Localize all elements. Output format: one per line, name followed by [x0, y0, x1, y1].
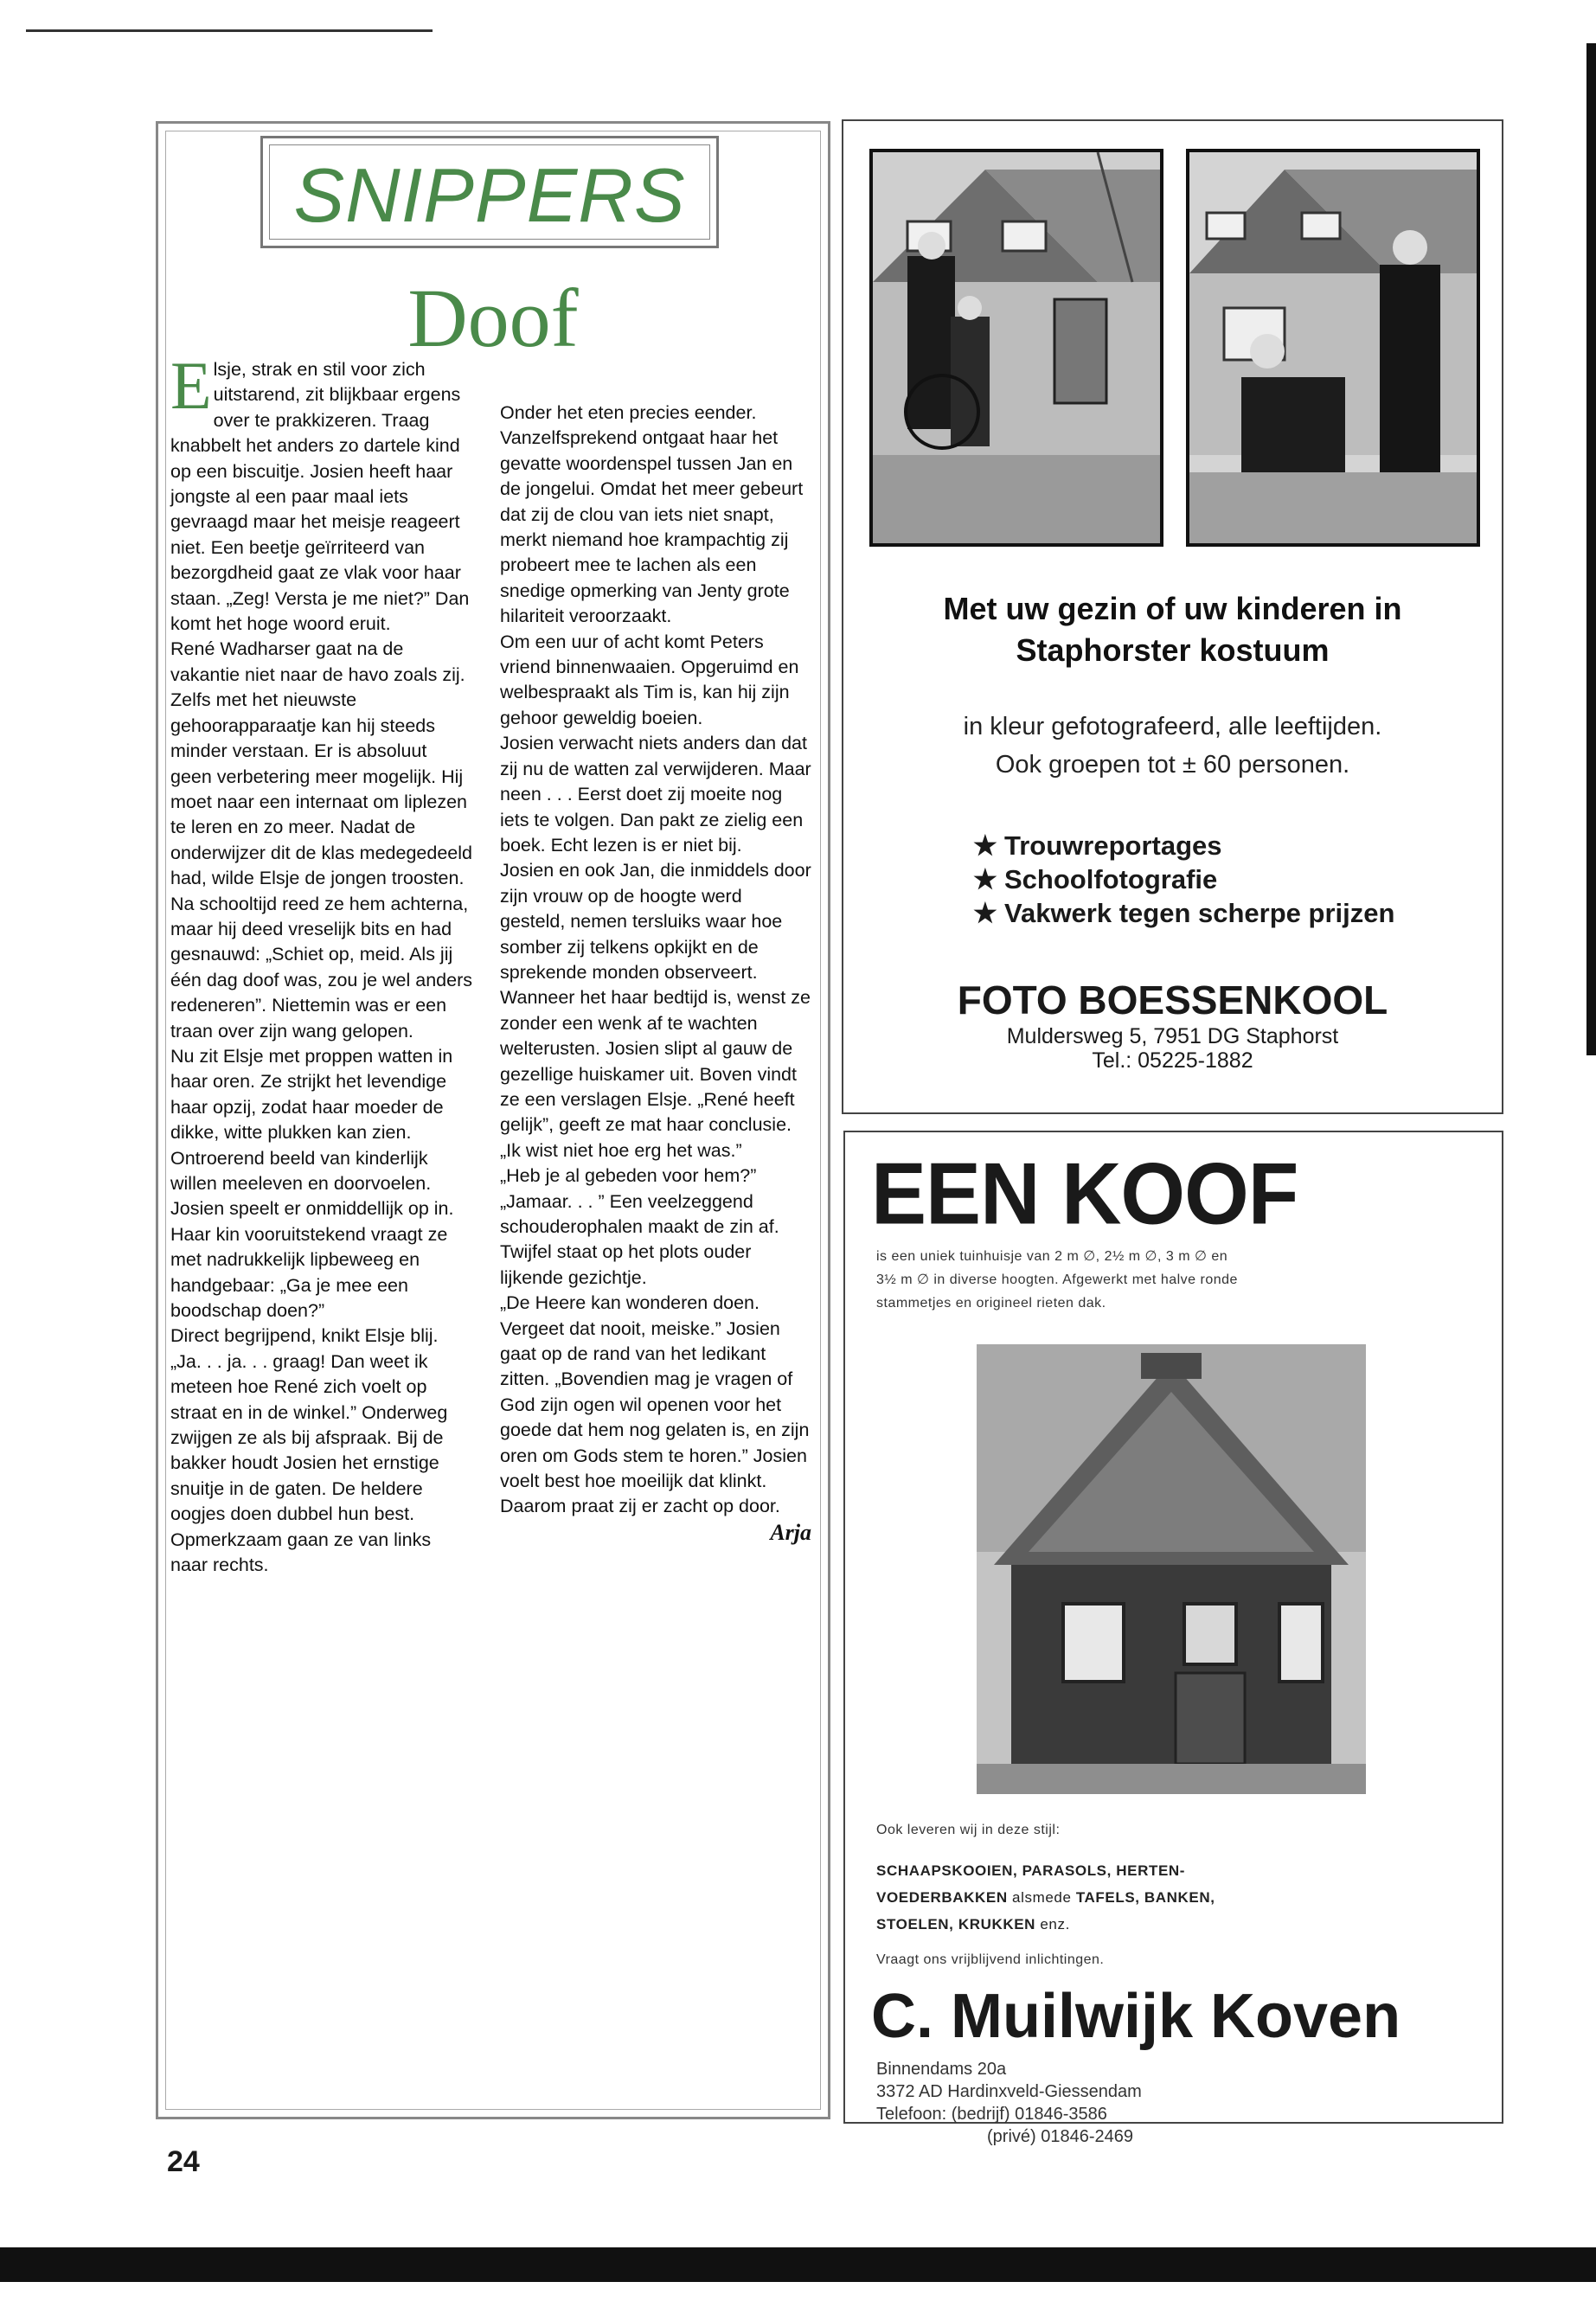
service-label: Trouwreportages: [1004, 830, 1222, 861]
koof-phone-business: Telefoon: (bedrijf) 01846-3586: [876, 2105, 1107, 2124]
story-paragraph: René Wadharser gaat na de vakantie niet naar de havo zoals zij. Zelfs met het nieuwste gehoorapparaatje kan hij steeds minder verstaan. Er is absoluut geen verbetering meer mogelijk. Hij moet naar een internaat om liplezen te leren en zo meer. Nadat de onderwijzer dit de klas medegedeeld had, wilde Elsje de jongen troosten. Na schooltijd reed ze hem achterna, maar hij deed vreselijk bits en had gesnauwd: „Schiet op, meid. Als jij één dag doof was, zou je wel anders redeneren”. Niettemin was er een traan over zijn wang gelopen.: [170, 638, 473, 1042]
koof-products-line: [876, 1911, 1430, 1938]
story-title: Doof: [407, 272, 579, 364]
garden-hut-photo: [977, 1344, 1366, 1794]
foto-subtext-line: Ook groepen tot ± 60 personen.: [995, 751, 1350, 779]
foto-address: Muldersweg 5, 7951 DG Staphorst: [1006, 1024, 1339, 1048]
story-paragraph: Onder het eten precies eender. Vanzelfsprekend ontgaat haar het gevatte woordenspel tussen Jan en de jongelui. Omdat het meer gebeurt dat zij de clou van iets niet snapt, merkt niemand hoe krampachtig zij probeert mee te lachen als een snedige opmerking van Jenty grote hilariteit veroorzaakt.: [500, 402, 804, 627]
koof-info-text: Vraagt ons vrijblijvend inlichtingen.: [876, 1952, 1105, 1967]
costume-photo-couple: [1186, 149, 1480, 547]
koof-supply-text: Ook leveren wij in deze stijl:: [876, 1823, 1061, 1837]
foto-headline-line: Staphorster kostuum: [1016, 632, 1330, 668]
story-column-1: [170, 348, 473, 1579]
star-icon: ★: [973, 830, 997, 861]
star-icon: ★: [973, 898, 997, 928]
foto-subtext: [843, 708, 1502, 784]
foto-services-list: [973, 829, 1394, 930]
story-paragraph: „De Heere kan wonderen doen. Vergeet dat nooit, meiske.” Josien gaat op de rand van het ledikant zitten. „Bovendien mag je vragen of God zijn ogen wil openen voor het goede dat hem nog gelaten is, en zijn oren om Gods stem te horen.” Josien voelt best hoe moeilijk dat klinkt. Daarom praat zij er zacht op door.: [500, 1292, 810, 1517]
page-edge-bar: [1586, 43, 1596, 1055]
koof-city: 3372 AD Hardinxveld-Giessendam: [876, 2082, 1142, 2101]
foto-boessenkool-ad: [842, 119, 1503, 1114]
koof-description-line: is een uniek tuinhuisje van 2 m ∅, 2½ m ∅, 3 m ∅ en: [876, 1249, 1228, 1264]
foto-subtext-line: in kleur gefotografeerd, alle leeftijden.: [963, 713, 1382, 740]
koof-description-line: stammetjes en origineel rieten dak.: [876, 1296, 1106, 1311]
koof-phone-private: (privé) 01846-2469: [987, 2127, 1133, 2146]
list-item: [973, 829, 1394, 862]
story-paragraph: Nu zit Elsje met proppen watten in haar oren. Ze strijkt het levendige haar opzij, zodat haar moeder de dikke, witte plukken kan zien. Ontroerend beeld van kinderlijk willen meeleven en doorvoelen. Josien speelt er onmiddellijk op in. Haar kin vooruitstekend vraagt ze met nadrukkelijk lipbeweeg en handgebaar: „Ga je mee een boodschap doen?”: [170, 1045, 454, 1322]
section-header-box: [260, 136, 719, 248]
foto-headline-line: Met uw gezin of uw kinderen in: [943, 591, 1402, 626]
story-paragraph: Om een uur of acht komt Peters vriend binnenwaaien. Opgeruimd en welbespraakt als Tim is, kan hij zijn gehoor geweldig boeien.: [500, 631, 799, 728]
list-item: [973, 862, 1394, 896]
product-names: SCHAAPSKOOIEN, PARASOLS, HERTEN-: [876, 1862, 1186, 1879]
foto-company-name: FOTO BOESSENKOOL: [957, 977, 1388, 1022]
page-number: 24: [167, 2145, 200, 2178]
drop-cap: E: [170, 348, 212, 423]
koof-products: [876, 1857, 1430, 1938]
product-names: STOELEN, KRUKKEN: [876, 1916, 1036, 1932]
koof-description-line: 3½ m ∅ in diverse hoogten. Afgewerkt met halve ronde: [876, 1272, 1238, 1287]
story-paragraph: „Jamaar. . . ” Een veelzeggend schouderophalen maakt de zin af. Twijfel staat op het plots ouder lijkende gezichtje.: [500, 1190, 779, 1288]
koof-description: [876, 1245, 1465, 1315]
product-names: TAFELS, BANKEN,: [1075, 1889, 1215, 1906]
een-koof-ad: [843, 1131, 1503, 2146]
foto-address-block: [843, 1024, 1502, 1073]
service-label: Schoolfotografie: [1004, 864, 1218, 894]
service-label: Vakwerk tegen scherpe prijzen: [1004, 898, 1395, 928]
story-opening-text: lsje, strak en stil voor zich uitstarend, zit blijkbaar ergens over te prakkizeren. Traag knabbelt het anders zo dartele kind op een biscuitje. Josien heeft haar jongste al een paar maal iets gevraagd maar het meisje reageert niet. Een beetje geïrriteerd van bezorgdheid gaat ze vlak voor haar staan. „Zeg! Versta je me niet?” Dan komt het hoge woord eruit.: [170, 359, 470, 635]
bottom-bar: [0, 2247, 1596, 2282]
product-connector: alsmede: [1007, 1889, 1076, 1906]
list-item: [973, 896, 1394, 930]
product-connector: enz.: [1035, 1916, 1070, 1932]
foto-phone: Tel.: 05225-1882: [1092, 1048, 1253, 1073]
koof-company-name: C. Muilwijk Koven: [871, 1982, 1401, 2051]
story-frame: [156, 121, 830, 2119]
koof-products-line: [876, 1857, 1430, 1884]
costume-photo-family: [869, 149, 1163, 547]
story-paragraph: [170, 348, 473, 637]
top-rule: [26, 29, 433, 32]
koof-address-block: [876, 2058, 1142, 2148]
product-names: VOEDERBAKKEN: [876, 1889, 1008, 1906]
story-paragraph: „Heb je al gebeden voor hem?”: [500, 1165, 757, 1187]
koof-title: EEN KOOF: [871, 1145, 1298, 1243]
koof-street: Binnendams 20a: [876, 2060, 1007, 2079]
star-icon: ★: [973, 864, 997, 894]
section-title: SNIPPERS: [293, 152, 686, 238]
koof-products-line: [876, 1884, 1430, 1911]
story-paragraph: Direct begrijpend, knikt Elsje blij. „Ja. . . ja. . . graag! Dan weet ik meteen hoe René zich voelt op straat en in de winkel.” Onderweg zwijgen ze als bij afspraak. Bij de bakker houdt Josien het ernstige snuitje in de gaten. De heldere oogjes doen dubbel hun best. Opmerkzaam gaan ze van links naar rechts.: [170, 1325, 448, 1576]
story-paragraph: Josien verwacht niets anders dan dat zij nu de watten zal verwijderen. Maar neen . . . Eerst doet zij moeite nog iets te volgen. Dan pakt ze zielig een boek. Echt lezen is er niet bij.: [500, 733, 811, 856]
story-column-2: [500, 401, 811, 1545]
story-paragraph: Josien en ook Jan, die inmiddels door zijn vrouw op de hoogte werd gesteld, nemen tersluiks waar hoe somber zij telkens opkijkt en de sprekende monden observeert. Wanneer het haar bedtijd is, wenst ze zonder een wenk af te wachten welterusten. Josien slipt al gauw de gezellige huiskamer uit. Boven vindt ze een verslagen Elsje. „René heeft gelijk”, geeft ze mat haar conclusie. „Ik wist niet hoe erg het was.”: [500, 860, 811, 1161]
foto-headline: [843, 588, 1502, 671]
author-signature: Arja: [770, 1519, 811, 1545]
